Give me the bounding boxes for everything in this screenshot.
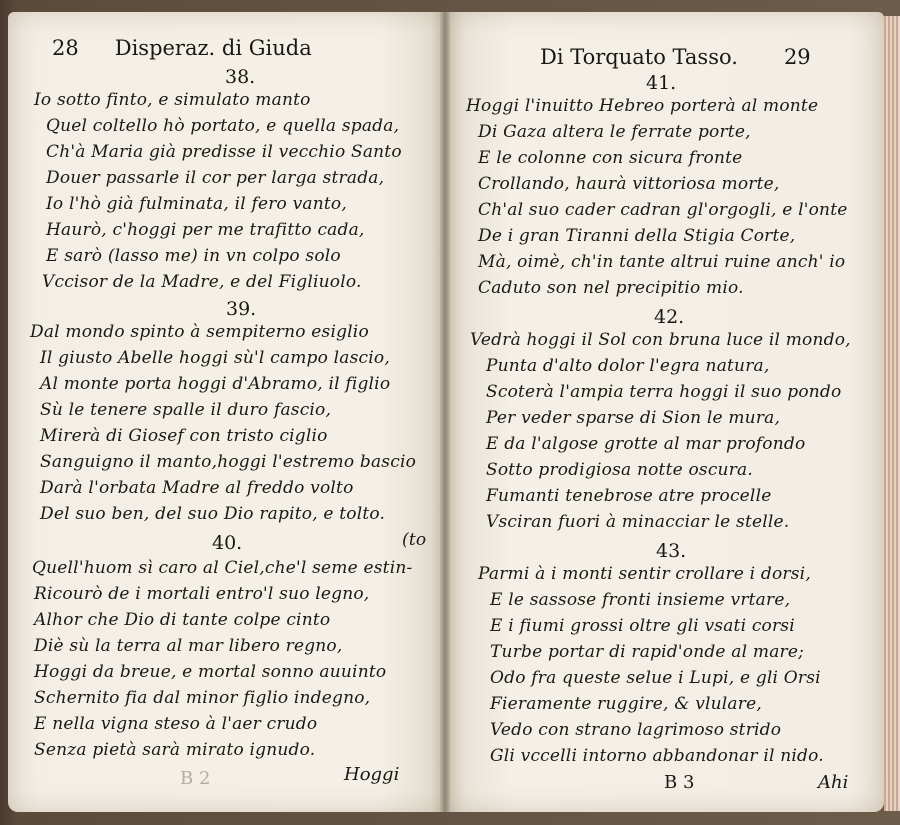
verse-line: Di Gaza altera le ferrate porte, <box>478 122 751 142</box>
page-edges <box>884 16 900 811</box>
verse-line: Hoggi l'inuitto Hebreo porterà al monte <box>466 96 819 116</box>
left-running-title: Disperaz. di Giuda <box>114 36 312 60</box>
book-gutter <box>440 12 450 812</box>
verse-line: Fieramente ruggire, & vlulare, <box>490 694 762 714</box>
verse-line: Fumanti tenebrose atre procelle <box>486 486 772 506</box>
verse-line: Scoterà l'ampia terra hoggi il suo pondo <box>486 382 842 402</box>
stanza-number: 43. <box>656 540 687 562</box>
left-signature: B 2 <box>180 768 211 789</box>
verse-line: Il giusto Abelle hoggi sù'l campo lascio, <box>40 348 390 368</box>
verse-line: Ch'al suo cader cadran gl'orgogli, e l'onte <box>478 200 848 220</box>
stanza-number: 42. <box>654 306 685 328</box>
left-running-head <box>52 36 312 60</box>
verse-line: Vccisor de la Madre, e del Figliuolo. <box>42 272 362 292</box>
verse-line: Vedrà hoggi il Sol con bruna luce il mondo, <box>470 330 851 350</box>
verse-line: Caduto son nel precipitio mio. <box>478 278 744 298</box>
verse-line: Ricourò de i mortali entro'l suo legno, <box>34 584 370 604</box>
verse-line: Punta d'alto dolor l'egra natura, <box>486 356 770 376</box>
verse-line: E i fiumi grossi oltre gli vsati corsi <box>490 616 795 636</box>
turnover-fragment: (to <box>402 530 427 550</box>
verse-line: Crollando, haurà vittoriosa morte, <box>478 174 780 194</box>
verse-line: Ch'à Maria già predisse il vecchio Santo <box>46 142 402 162</box>
verse-line: Dal mondo spinto à sempiterno esiglio <box>30 322 369 342</box>
verse-line: Quel coltello hò portato, e quella spada, <box>46 116 400 136</box>
verse-line: Vsciran fuori à minacciar le stelle. <box>486 512 790 532</box>
verse-line: Per veder sparse di Sion le mura, <box>486 408 781 428</box>
verse-line: De i gran Tiranni della Stigia Corte, <box>478 226 796 246</box>
right-running-head <box>540 45 811 69</box>
right-signature: B 3 <box>664 772 695 793</box>
left-page-number: 28 <box>52 36 79 60</box>
verse-line: Senza pietà sarà mirato ignudo. <box>34 740 316 760</box>
verse-line: Haurò, c'hoggi per me trafitto cada, <box>46 220 365 240</box>
verse-line: Mà, oimè, ch'in tante altrui ruine anch' io <box>478 252 846 272</box>
verse-line: Hoggi da breue, e mortal sonno auuinto <box>34 662 387 682</box>
verse-line: E da l'algose grotte al mar profondo <box>486 434 806 454</box>
verse-line: E sarò (lasso me) in vn colpo solo <box>46 246 341 266</box>
verse-line: Alhor che Dio di tante colpe cinto <box>34 610 331 630</box>
right-catchword: Ahi <box>818 772 849 793</box>
left-catchword: Hoggi <box>344 764 400 785</box>
verse-line: Al monte porta hoggi d'Abramo, il figlio <box>40 374 391 394</box>
verse-line: Vedo con strano lagrimoso strido <box>490 720 782 740</box>
verse-line: Diè sù la terra al mar libero regno, <box>34 636 343 656</box>
stanza-number: 41. <box>646 72 677 94</box>
verse-line: Io sotto finto, e simulato manto <box>34 90 311 110</box>
verse-line: Douer passarle il cor per larga strada, <box>46 168 385 188</box>
stanza-number: 39. <box>226 298 257 320</box>
verse-line: Darà l'orbata Madre al freddo volto <box>40 478 354 498</box>
stanza-number: 40. <box>212 532 243 554</box>
verse-line: Turbe portar di rapid'onde al mare; <box>490 642 805 662</box>
verse-line: Sotto prodigiosa notte oscura. <box>486 460 753 480</box>
verse-line: Parmi à i monti sentir crollare i dorsi, <box>478 564 811 584</box>
verse-line: Schernito fia dal minor figlio indegno, <box>34 688 371 708</box>
verse-line: Mirerà di Giosef con tristo ciglio <box>40 426 328 446</box>
verse-line: Sù le tenere spalle il duro fascio, <box>40 400 332 420</box>
stanza-number: 38. <box>225 66 256 88</box>
verse-line: Sanguigno il manto,hoggi l'estremo bascio <box>40 452 417 472</box>
verse-line: Io l'hò già fulminata, il fero vanto, <box>46 194 347 214</box>
verse-line: E nella vigna steso à l'aer crudo <box>34 714 318 734</box>
verse-line: Odo fra queste selue i Lupi, e gli Orsi <box>490 668 821 688</box>
verse-line: E le colonne con sicura fronte <box>478 148 743 168</box>
right-page-number: 29 <box>783 45 811 69</box>
right-running-title: Di Torquato Tasso. <box>540 45 738 69</box>
verse-line: Del suo ben, del suo Dio rapito, e tolto. <box>40 504 386 524</box>
verse-line: E le sassose fronti insieme vrtare, <box>490 590 791 610</box>
verse-line: Quell'huom sì caro al Ciel,che'l seme estin- <box>32 558 413 578</box>
verse-line: Gli vccelli intorno abbandonar il nido. <box>490 746 824 766</box>
